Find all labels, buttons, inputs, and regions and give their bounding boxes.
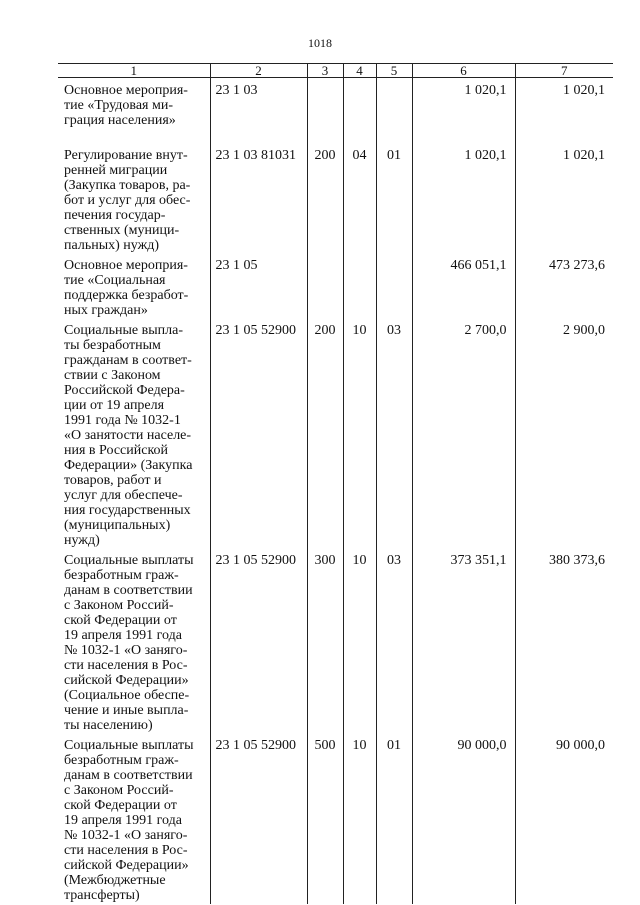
col-header-5: 5	[376, 64, 412, 78]
header-row	[58, 64, 613, 78]
row-section-cell: 10	[343, 548, 376, 733]
row-amount-1-cell: 373 351,1	[412, 548, 515, 733]
row-section-cell	[343, 78, 376, 143]
row-name-line: грация населения»	[64, 113, 176, 128]
row-section-cell: 10	[343, 318, 376, 548]
row-name-line: 19 апреля 1991 года	[64, 627, 182, 643]
row-name-line: 19 апреля 1991 года	[64, 812, 182, 828]
row-code-cell: 23 1 03	[210, 78, 307, 143]
row-code-cell: 23 1 03 81031	[210, 143, 307, 253]
row-expense-type-cell: 200	[307, 318, 343, 548]
row-name-line: (Закупка товаров, ра-	[64, 177, 191, 193]
row-name-line: ния государственных	[64, 502, 191, 518]
row-name-line: с Законом Россий-	[64, 782, 174, 798]
row-name-line: трансферты)	[64, 887, 140, 903]
row-amount-2-cell: 1 020,1	[515, 143, 613, 253]
row-name-line: № 1032-1 «О заняго-	[64, 827, 188, 843]
row-amount-2-cell: 90 000,0	[515, 733, 613, 904]
row-name-line: поддержка безработ-	[64, 287, 189, 303]
row-name-line: ренней миграции	[64, 162, 168, 178]
row-subsection-cell	[376, 78, 412, 143]
row-subsection-cell: 03	[376, 318, 412, 548]
row-name-line: (Межбюджетные	[64, 872, 166, 888]
row-subsection-cell: 01	[376, 733, 412, 904]
table-row	[58, 733, 613, 904]
row-name-line: Социальные выпла-	[64, 322, 184, 338]
row-expense-type-cell: 300	[307, 548, 343, 733]
row-subsection-cell	[376, 253, 412, 318]
row-code-cell: 23 1 05 52900	[210, 318, 307, 548]
row-name-line: ния в Российской	[64, 442, 169, 458]
row-name-line: гражданам в соответ-	[64, 352, 192, 368]
row-name-line: ты населению)	[64, 717, 153, 733]
col-header-2: 2	[210, 64, 307, 78]
row-name-line: услуг для обеспече-	[64, 487, 183, 503]
page-number: 1018	[308, 36, 332, 50]
row-name-line: ственных (муници-	[64, 222, 180, 238]
row-section-cell	[343, 253, 376, 318]
row-name-line: ской Федерации от	[64, 612, 177, 628]
col-header-3: 3	[307, 64, 343, 78]
row-amount-1-cell: 466 051,1	[412, 253, 515, 318]
row-name-line: ской Федерации от	[64, 797, 177, 813]
row-subsection-cell: 03	[376, 548, 412, 733]
row-name-line: (Социальное обеспе-	[64, 687, 190, 703]
row-amount-2-cell: 2 900,0	[515, 318, 613, 548]
row-name-line: Основное мероприя-	[64, 83, 188, 98]
row-name-line: ты безработным	[64, 337, 161, 353]
table-row	[58, 318, 613, 548]
budget-table	[58, 63, 613, 903]
row-name-line: безработным граж-	[64, 752, 179, 768]
row-name-cell	[58, 733, 210, 904]
row-name-line: тие «Трудовая ми-	[64, 98, 173, 113]
row-name-line: пальных) нужд)	[64, 237, 160, 253]
row-name-cell	[58, 548, 210, 733]
row-name-line: нужд)	[64, 532, 100, 548]
row-amount-1-cell: 1 020,1	[412, 143, 515, 253]
row-name-line: Регулирование внут-	[64, 147, 188, 163]
row-name-line: Основное мероприя-	[64, 257, 188, 273]
row-name-cell	[58, 318, 210, 548]
row-name-line: «О занятости населе-	[64, 427, 192, 443]
row-name-line: данам в соответствии	[64, 767, 193, 783]
row-expense-type-cell	[307, 78, 343, 143]
row-name-line: с Законом Россий-	[64, 597, 174, 613]
row-name-line: сти населения в Рос-	[64, 842, 188, 858]
row-name-line: тие «Социальная	[64, 272, 166, 288]
row-name-line: ствии с Законом	[64, 367, 161, 383]
row-name-line: сийской Федерации»	[64, 672, 189, 688]
row-expense-type-cell	[307, 253, 343, 318]
row-code-cell: 23 1 05	[210, 253, 307, 318]
row-name-line: сти населения в Рос-	[64, 657, 188, 673]
row-name-line: (муниципальных)	[64, 517, 171, 533]
row-name-line: сийской Федерации»	[64, 857, 189, 873]
row-name-line: 1991 года № 1032-1	[64, 412, 181, 428]
row-name-line: ных граждан»	[64, 302, 148, 318]
row-name-line: печения государ-	[64, 207, 166, 223]
col-header-1: 1	[58, 64, 210, 78]
row-amount-1-cell: 2 700,0	[412, 318, 515, 548]
row-name-cell	[58, 143, 210, 253]
row-amount-2-cell: 380 373,6	[515, 548, 613, 733]
row-subsection-cell: 01	[376, 143, 412, 253]
row-amount-2-cell: 473 273,6	[515, 253, 613, 318]
budget-table-grid	[58, 63, 613, 904]
row-name-line: ции от 19 апреля	[64, 397, 165, 413]
row-amount-1-cell: 1 020,1	[412, 78, 515, 143]
row-amount-1-cell: 90 000,0	[412, 733, 515, 904]
row-section-cell: 10	[343, 733, 376, 904]
row-name-line: безработным граж-	[64, 567, 179, 583]
table-row	[58, 78, 613, 143]
row-name-line: № 1032-1 «О заняго-	[64, 642, 188, 658]
row-name-line: данам в соответствии	[64, 582, 193, 598]
row-name-line: бот и услуг для обес-	[64, 192, 191, 208]
row-amount-2-cell: 1 020,1	[515, 78, 613, 143]
table-row	[58, 143, 613, 253]
col-header-7: 7	[515, 64, 613, 78]
col-header-4: 4	[343, 64, 376, 78]
row-code-cell: 23 1 05 52900	[210, 548, 307, 733]
row-name-line: чение и иные выпла-	[64, 702, 189, 718]
row-name-line: товаров, работ и	[64, 472, 162, 488]
row-name-line: Российской Федера-	[64, 382, 185, 398]
row-expense-type-cell: 500	[307, 733, 343, 904]
row-expense-type-cell: 200	[307, 143, 343, 253]
row-name-cell	[58, 253, 210, 318]
row-name-line: Федерации» (Закупка	[64, 457, 193, 473]
row-section-cell: 04	[343, 143, 376, 253]
col-header-6: 6	[412, 64, 515, 78]
table-row	[58, 548, 613, 733]
row-name-cell	[58, 78, 210, 143]
row-code-cell: 23 1 05 52900	[210, 733, 307, 904]
row-name-line: Социальные выплаты	[64, 552, 194, 568]
table-row	[58, 253, 613, 318]
row-name-line: Социальные выплаты	[64, 737, 194, 753]
